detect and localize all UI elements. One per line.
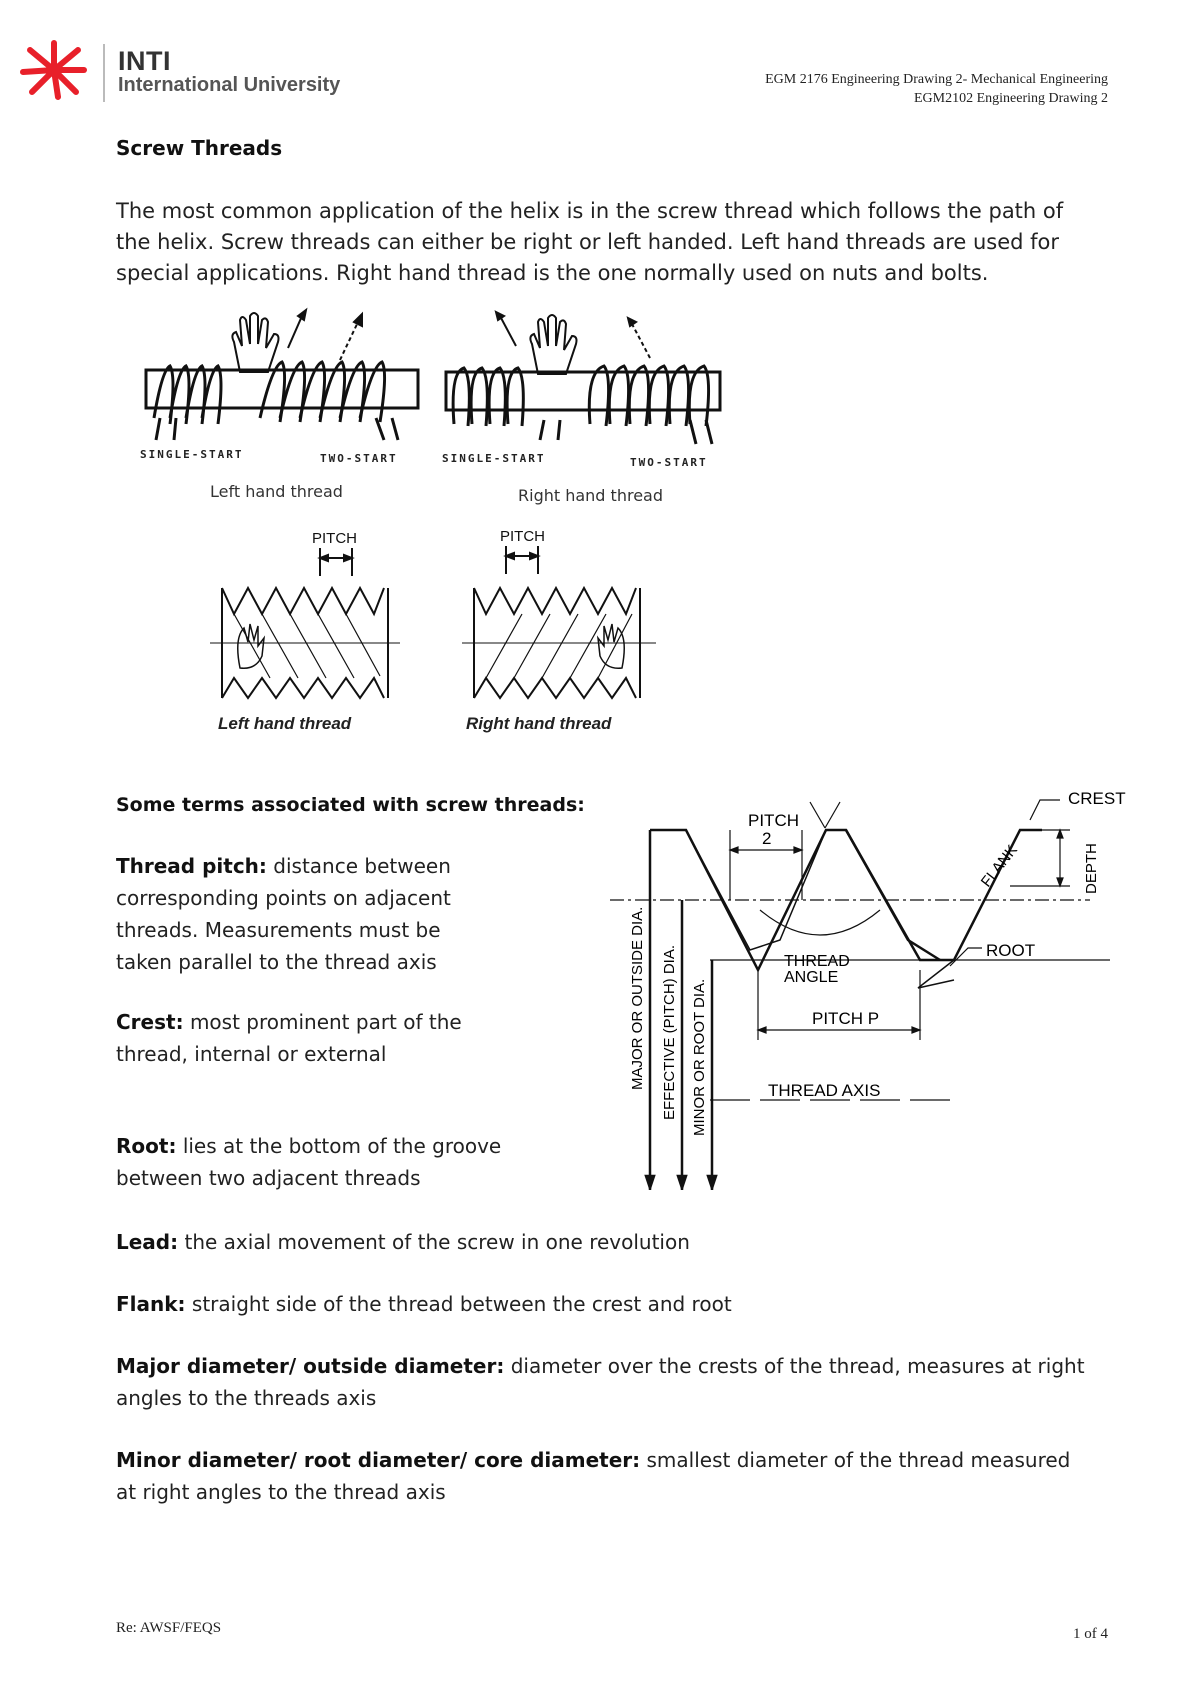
course-code-line2: EGM2102 Engineering Drawing 2 bbox=[913, 91, 1108, 106]
term-label: Lead: bbox=[116, 1230, 179, 1254]
thread-terminology-diagram bbox=[590, 790, 1130, 1190]
page-number: 1 of 4 bbox=[1073, 1626, 1108, 1642]
pitch-half-denominator: 2 bbox=[762, 829, 772, 848]
term-definition: diameter over the crests of the thread, measures at right angles to the threads axis bbox=[116, 1354, 1085, 1410]
term-label: Root: bbox=[116, 1134, 177, 1158]
pitch-label-right: PITCH bbox=[500, 528, 545, 545]
thread-axis-label: THREAD AXIS bbox=[768, 1081, 881, 1100]
crest-label: CREST bbox=[1068, 790, 1126, 808]
effective-diameter-label: EFFECTIVE (PITCH) DIA. bbox=[661, 944, 678, 1120]
left-two-start-label: TWO-START bbox=[320, 452, 398, 465]
thread-profile-diagram bbox=[590, 790, 1130, 1190]
term-label: Minor diameter/ root diameter/ core diameter: bbox=[116, 1448, 641, 1472]
right-hand-thread-label: Right hand thread bbox=[466, 714, 612, 733]
university-name: INTI bbox=[118, 46, 171, 76]
hand-thread-figure-right bbox=[440, 302, 730, 462]
pitch-thread-figure-left bbox=[210, 548, 400, 708]
term-definition: lies at the bottom of the groove between two adjacent threads bbox=[116, 1134, 502, 1190]
term-label: Crest: bbox=[116, 1010, 184, 1034]
thread-angle-label-2: ANGLE bbox=[784, 969, 839, 986]
term-crest bbox=[116, 1006, 496, 1070]
pitch-label-left: PITCH bbox=[312, 530, 357, 547]
left-hand-thread-caption: Left hand thread bbox=[210, 482, 343, 501]
pitch-p-label: PITCH P bbox=[812, 1009, 880, 1028]
flank-label: FLANK bbox=[977, 841, 1021, 891]
university-logo bbox=[18, 40, 90, 100]
hand-thread-figure-left bbox=[140, 300, 430, 460]
university-subtitle: International University bbox=[118, 74, 341, 96]
major-diameter-label: MAJOR OR OUTSIDE DIA. bbox=[629, 906, 646, 1090]
term-lead bbox=[116, 1226, 1096, 1258]
term-label: Thread pitch: bbox=[116, 854, 267, 878]
pitch-thread-figure-right bbox=[462, 546, 656, 708]
term-label: Major diameter/ outside diameter: bbox=[116, 1354, 505, 1378]
depth-label: DEPTH bbox=[1083, 843, 1100, 894]
right-single-start-label: SINGLE-START bbox=[442, 452, 546, 465]
right-two-start-label: TWO-START bbox=[630, 456, 708, 469]
section-title: Screw Threads bbox=[116, 136, 283, 160]
term-minor-diameter bbox=[116, 1444, 1096, 1508]
right-thread-profile-illustration bbox=[462, 546, 656, 708]
pitch-half-label: PITCH bbox=[748, 811, 799, 830]
term-definition: straight side of the thread between the crest and root bbox=[191, 1292, 732, 1316]
left-hand-thread-label: Left hand thread bbox=[218, 714, 352, 733]
logo-divider bbox=[103, 44, 105, 102]
term-flank bbox=[116, 1288, 1096, 1320]
term-major-diameter bbox=[116, 1350, 1096, 1414]
term-definition: distance between corresponding points on adjacent threads. Measurements must be taken parallel to the thread axis bbox=[116, 854, 451, 974]
left-single-start-label: SINGLE-START bbox=[140, 448, 244, 461]
thread-angle-label-1: THREAD bbox=[784, 953, 850, 970]
left-thread-profile-illustration bbox=[210, 548, 400, 708]
term-definition: smallest diameter of the thread measured at right angles to the thread axis bbox=[116, 1448, 1071, 1504]
minor-diameter-label: MINOR OR ROOT DIA. bbox=[691, 978, 708, 1136]
term-definition: most prominent part of the thread, internal or external bbox=[116, 1010, 462, 1066]
term-label: Flank: bbox=[116, 1292, 186, 1316]
intro-paragraph: The most common application of the helix is in the screw thread which follows the path of the helix. Screw threads can either be right or left handed. Left hand threads are used for special applications. Right hand thread is the one normally used on nuts and bolts. bbox=[116, 199, 1064, 285]
term-thread-pitch bbox=[116, 850, 496, 978]
document-reference: Re: AWSF/FEQS bbox=[116, 1620, 222, 1636]
inti-logo-icon bbox=[18, 40, 90, 100]
right-hand-helix-illustration bbox=[440, 302, 730, 462]
term-root bbox=[116, 1130, 536, 1194]
root-label: ROOT bbox=[986, 941, 1036, 960]
term-definition: the axial movement of the screw in one revolution bbox=[184, 1230, 690, 1254]
left-hand-helix-illustration bbox=[140, 300, 430, 460]
right-hand-thread-caption: Right hand thread bbox=[518, 486, 663, 505]
terms-heading: Some terms associated with screw threads: bbox=[116, 794, 585, 816]
course-code-line1: EGM 2176 Engineering Drawing 2- Mechanical Engineering bbox=[765, 72, 1108, 87]
